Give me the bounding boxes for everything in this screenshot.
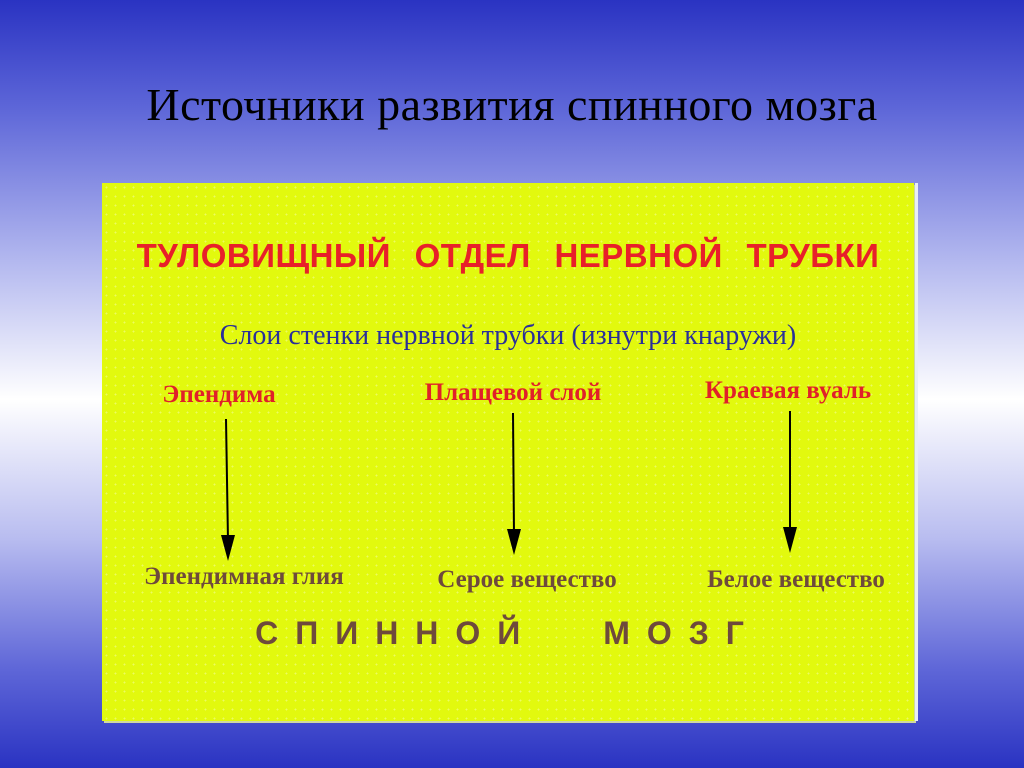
panel-edge — [915, 183, 918, 721]
result-white-matter: Белое вещество — [707, 566, 885, 593]
arrow-marginal-veil — [783, 411, 797, 553]
arrow-mantle — [507, 413, 521, 555]
slide-title: Источники развития спинного мозга — [146, 79, 878, 130]
layer-ependyma: Эпендима — [162, 381, 276, 408]
arrow-ependyma — [221, 419, 235, 561]
panel-heading: ТУЛОВИЩНЫЙ ОТДЕЛ НЕРВНОЙ ТРУБКИ — [136, 237, 880, 274]
panel-subheading: Слои стенки нервной трубки (изнутри кнаружи) — [219, 320, 797, 351]
layer-mantle: Плащевой слой — [424, 379, 602, 406]
layer-marginal-veil: Краевая вуаль — [704, 377, 872, 404]
diagram-panel — [102, 183, 914, 721]
result-ependymal-glia: Эпендимная глия — [144, 563, 344, 590]
spinal-cord-label: СПИННОЙ МОЗГ — [255, 615, 761, 651]
result-gray-matter: Серое вещество — [437, 566, 617, 593]
